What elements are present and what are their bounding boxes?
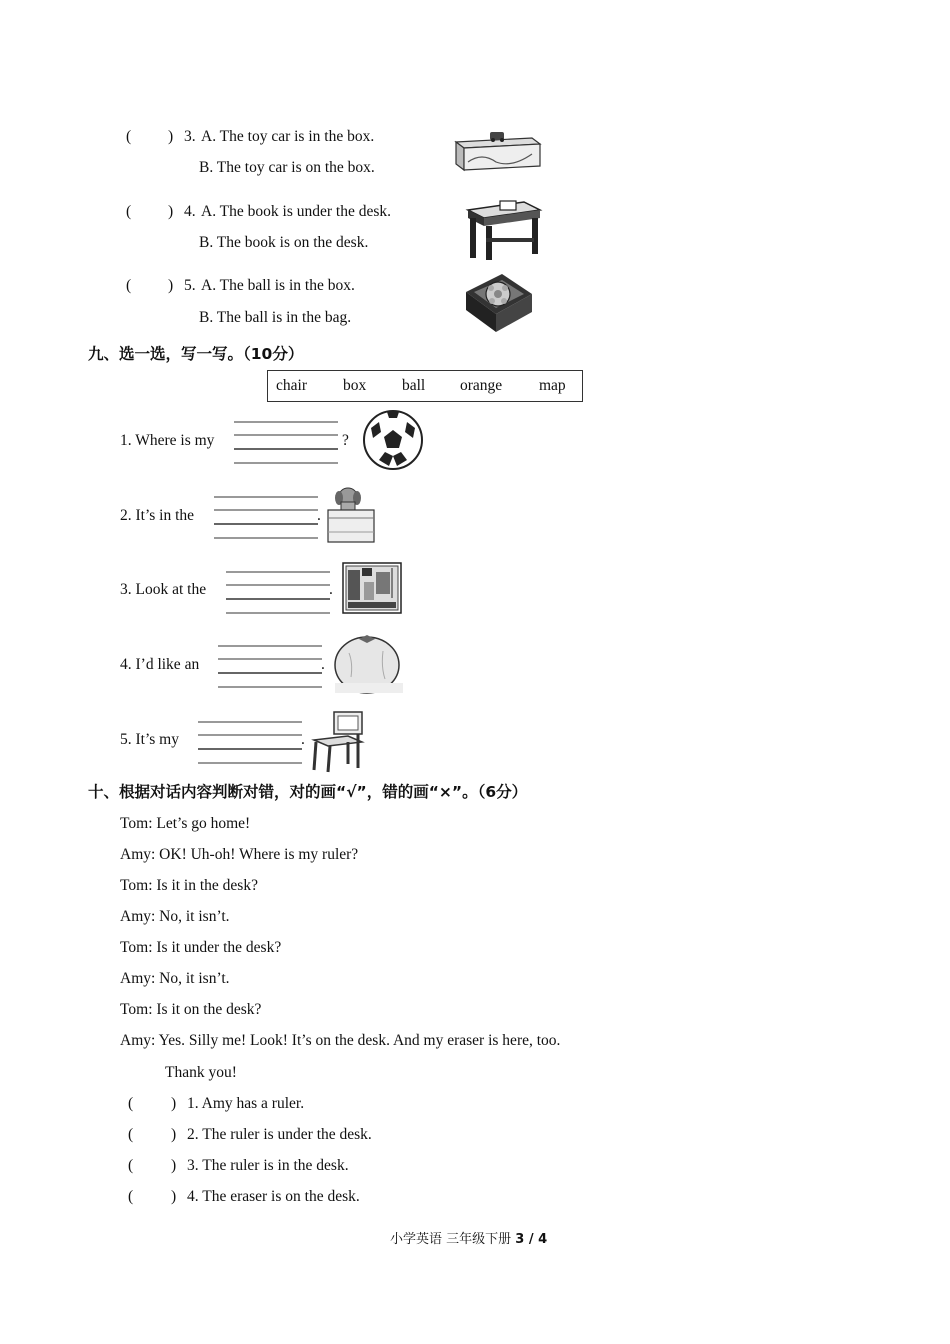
page-number: 3 / 4 xyxy=(515,1232,548,1247)
sentence-prefix: 2. It’s in the xyxy=(120,507,195,524)
sentence-prefix: 4. I’d like an xyxy=(120,656,200,673)
dialogue-line: Tom: Is it on the desk? xyxy=(120,1001,262,1018)
footer-subject: 小学英语 三年级下册 xyxy=(390,1232,512,1247)
answer-paren-close: ) xyxy=(171,1157,177,1174)
dialogue-line: Amy: Yes. Silly me! Look! It’s on the desk. And my eraser is here, too. xyxy=(120,1032,561,1049)
word-orange: orange xyxy=(460,377,503,394)
option-b: B. The book is on the desk. xyxy=(199,234,369,251)
writing-lines[interactable] xyxy=(232,420,340,466)
question-text: 2. The ruler is under the desk. xyxy=(187,1126,372,1143)
ball-in-box-icon xyxy=(462,270,536,341)
answer-paren-open[interactable]: ( xyxy=(126,128,132,145)
option-b: B. The toy car is on the box. xyxy=(199,159,375,176)
map-icon xyxy=(342,562,402,619)
sentence-end: . xyxy=(321,656,325,673)
word-bank xyxy=(267,370,583,402)
answer-paren-open[interactable]: ( xyxy=(128,1157,134,1174)
sentence-prefix: 5. It’s my xyxy=(120,731,179,748)
section9-title: 九、选一选，写一写。（10分） xyxy=(88,345,304,363)
item-number: 3. xyxy=(184,128,196,145)
question-text: 4. The eraser is on the desk. xyxy=(187,1188,360,1205)
answer-paren-close: ) xyxy=(171,1126,177,1143)
dialogue-line: Amy: No, it isn’t. xyxy=(120,970,230,987)
writing-lines[interactable] xyxy=(216,644,324,690)
writing-lines[interactable] xyxy=(212,495,320,541)
answer-paren-close: ) xyxy=(168,277,174,294)
option-a: A. The ball is in the box. xyxy=(201,277,355,294)
answer-paren-close: ) xyxy=(171,1188,177,1205)
dialogue-line: Amy: No, it isn’t. xyxy=(120,908,230,925)
sentence-prefix: 3. Look at the xyxy=(120,581,207,598)
dialogue-line: Tom: Is it under the desk? xyxy=(120,939,282,956)
book-on-desk-icon xyxy=(464,196,544,267)
section10-title: 十、根据对话内容判断对错，对的画“√”，错的画“×”。（6分） xyxy=(88,783,528,801)
dialogue-line: Tom: Let’s go home! xyxy=(120,815,251,832)
chair-icon xyxy=(308,710,368,779)
answer-paren-open[interactable]: ( xyxy=(126,203,132,220)
writing-lines[interactable] xyxy=(224,570,332,616)
option-a: A. The book is under the desk. xyxy=(201,203,391,220)
option-b: B. The ball is in the bag. xyxy=(199,309,352,326)
dog-in-box-icon xyxy=(326,484,376,549)
word-box: box xyxy=(343,377,367,394)
soccer-ball-icon xyxy=(361,410,425,475)
sentence-end: ? xyxy=(342,432,349,449)
word-map: map xyxy=(539,377,566,394)
item-number: 4. xyxy=(184,203,196,220)
sentence-end: . xyxy=(329,581,333,598)
answer-paren-close: ) xyxy=(168,203,174,220)
sentence-end: . xyxy=(317,507,321,524)
answer-paren-close: ) xyxy=(168,128,174,145)
word-chair: chair xyxy=(276,377,307,394)
question-text: 3. The ruler is in the desk. xyxy=(187,1157,349,1174)
sentence-end: . xyxy=(301,731,305,748)
dialogue-line: Amy: OK! Uh-oh! Where is my ruler? xyxy=(120,846,359,863)
dialogue-line: Thank you! xyxy=(165,1064,237,1081)
orange-icon xyxy=(333,633,405,700)
toy-car-on-box-icon xyxy=(452,128,542,179)
answer-paren-open[interactable]: ( xyxy=(128,1188,134,1205)
option-a: A. The toy car is in the box. xyxy=(201,128,375,145)
dialogue-line: Tom: Is it in the desk? xyxy=(120,877,258,894)
item-number: 5. xyxy=(184,277,196,294)
answer-paren-open[interactable]: ( xyxy=(126,277,132,294)
writing-lines[interactable] xyxy=(196,720,304,766)
word-ball: ball xyxy=(402,377,426,394)
answer-paren-close: ) xyxy=(171,1095,177,1112)
page-footer xyxy=(390,1228,547,1247)
answer-paren-open[interactable]: ( xyxy=(128,1095,134,1112)
answer-paren-open[interactable]: ( xyxy=(128,1126,134,1143)
sentence-prefix: 1. Where is my xyxy=(120,432,215,449)
question-text: 1. Amy has a ruler. xyxy=(187,1095,305,1112)
